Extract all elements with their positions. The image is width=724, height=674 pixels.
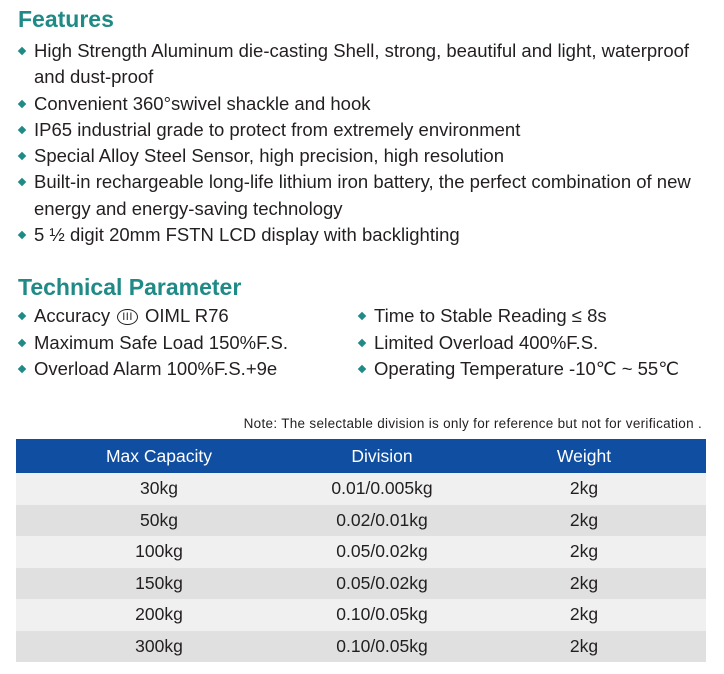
param-row: [18, 303, 718, 330]
operating-temperature-param: [358, 356, 679, 383]
diamond-bullet-icon: [18, 231, 26, 239]
features-list: [18, 38, 718, 248]
cell-division: 0.01/0.005kg: [302, 473, 462, 505]
diamond-bullet-icon: [18, 152, 26, 160]
feature-text: High Strength Aluminum die-casting Shell, strong, beautiful and light, waterproof and dust-proof: [34, 40, 690, 88]
cell-capacity: 30kg: [16, 473, 302, 505]
diamond-bullet-icon: [358, 338, 366, 346]
diamond-bullet-icon: [358, 365, 366, 373]
stable-time-text: Time to Stable Reading ≤ 8s: [374, 305, 607, 326]
diamond-bullet-icon: [18, 365, 26, 373]
cell-capacity: 150kg: [16, 568, 302, 600]
table-row: [16, 568, 706, 600]
feature-item: [18, 38, 718, 91]
diamond-bullet-icon: [18, 338, 26, 346]
param-row: [18, 356, 718, 383]
feature-text: Built-in rechargeable long-life lithium iron battery, the perfect combination of new energy and energy-saving technology: [34, 171, 691, 219]
cell-weight: 2kg: [462, 631, 706, 663]
diamond-bullet-icon: [358, 312, 366, 320]
param-row: [18, 330, 718, 357]
features-heading: Features: [18, 6, 114, 32]
feature-item: [18, 117, 718, 143]
max-safe-load-param: [18, 330, 358, 357]
table-row: [16, 536, 706, 568]
table-note: Note: The selectable division is only for reference but not for verification .: [243, 416, 702, 431]
feature-text: Convenient 360°swivel shackle and hook: [34, 92, 371, 114]
table-row: [16, 473, 706, 505]
cell-weight: 2kg: [462, 536, 706, 568]
table-row: [16, 505, 706, 537]
table-row: [16, 599, 706, 631]
diamond-bullet-icon: [18, 312, 26, 320]
table-row: [16, 631, 706, 663]
feature-text: Special Alloy Steel Sensor, high precision, high resolution: [34, 145, 504, 167]
feature-text: IP65 industrial grade to protect from extremely environment: [34, 118, 521, 140]
cell-division: 0.05/0.02kg: [302, 536, 462, 568]
cell-division: 0.10/0.05kg: [302, 631, 462, 663]
cell-weight: 2kg: [462, 568, 706, 600]
overload-alarm-text: Overload Alarm 100%F.S.+9e: [34, 358, 278, 379]
feature-item: [18, 91, 718, 117]
header-max-capacity: Max Capacity: [16, 439, 302, 473]
cell-capacity: 100kg: [16, 536, 302, 568]
stable-time-param: [358, 303, 607, 330]
cell-weight: 2kg: [462, 473, 706, 505]
limited-overload-param: [358, 330, 598, 357]
cell-capacity: 50kg: [16, 505, 302, 537]
cell-capacity: 200kg: [16, 599, 302, 631]
diamond-bullet-icon: [18, 178, 26, 186]
cell-weight: 2kg: [462, 505, 706, 537]
table-header-row: [16, 439, 706, 473]
accuracy-class-badge: III: [117, 309, 138, 325]
header-weight: Weight: [462, 439, 706, 473]
spec-table: [16, 439, 706, 662]
diamond-bullet-icon: [18, 99, 26, 107]
max-safe-load-text: Maximum Safe Load 150%F.S.: [34, 331, 288, 353]
accuracy-param: [18, 303, 358, 330]
diamond-bullet-icon: [18, 126, 26, 134]
diamond-bullet-icon: [18, 47, 26, 55]
accuracy-label: Accuracy: [34, 305, 111, 326]
technical-parameter-heading: Technical Parameter: [18, 274, 242, 300]
cell-weight: 2kg: [462, 599, 706, 631]
cell-division: 0.10/0.05kg: [302, 599, 462, 631]
technical-parameters: [18, 303, 718, 383]
overload-alarm-param: [18, 356, 358, 383]
feature-text: 5 ½ digit 20mm FSTN LCD display with backlighting: [34, 224, 460, 246]
accuracy-standard: OIML R76: [145, 305, 229, 326]
limited-overload-text: Limited Overload 400%F.S.: [374, 331, 599, 353]
feature-item: [18, 169, 718, 222]
feature-item: [18, 222, 718, 248]
header-division: Division: [302, 439, 462, 473]
cell-capacity: 300kg: [16, 631, 302, 663]
cell-division: 0.02/0.01kg: [302, 505, 462, 537]
operating-temperature-text: Operating Temperature -10℃ ~ 55℃: [374, 358, 679, 379]
feature-item: [18, 143, 718, 169]
cell-division: 0.05/0.02kg: [302, 568, 462, 600]
